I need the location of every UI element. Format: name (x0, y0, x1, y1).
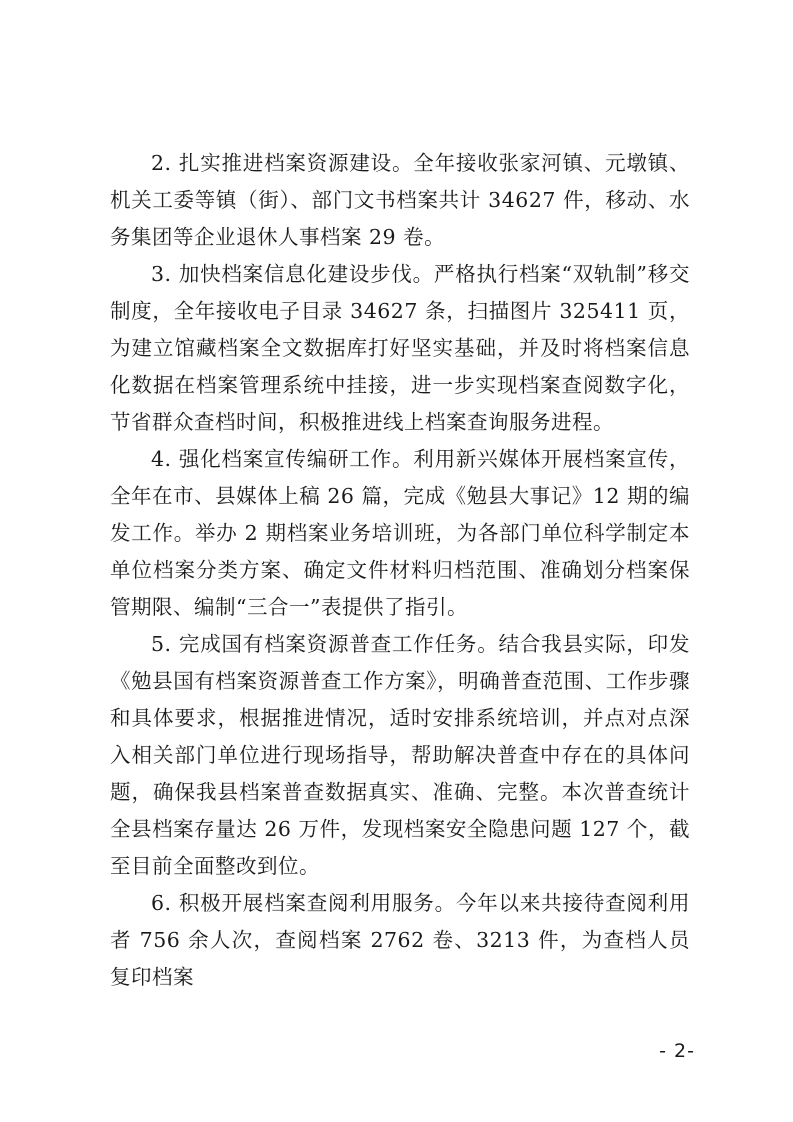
document-body (110, 145, 690, 996)
paragraph-archive-informatization: 3. 加快档案信息化建设步伐。严格执行档案“双轨制”移交制度，全年接收电子目录 34627 条，扫描图片 325411 页，为建立馆藏档案全文数据库打好坚实基础，并及时将档案信息化数据在档案管理系统中挂接，进一步实现档案查阅数字化，节省群众查档时间，积极推进线上档案查询服务进程。 (110, 262, 690, 434)
paragraph-archive-services: 6. 积极开展档案查阅利用服务。今年以来共接待查阅利用者 756 余人次，查阅档案 2762 卷、3213 件，为查档人员复印档案 (110, 891, 690, 989)
page-number: - 2- (659, 1040, 695, 1062)
paragraph-archive-resources: 2. 扎实推进档案资源建设。全年接收张家河镇、元墩镇、机关工委等镇（街）、部门文书档案共计 34627 件，移动、水务集团等企业退休人事档案 29 卷。 (110, 151, 690, 249)
paragraph-archive-publicity: 4. 强化档案宣传编研工作。利用新兴媒体开展档案宣传，全年在市、县媒体上稿 26 篇，完成《勉县大事记》12 期的编发工作。举办 2 期档案业务培训班，为各部门单位科学制定本单位档案分类方案、确定文件材料归档范围、准确划分档案保管期限、编制“三合一”表提供了指引。 (110, 447, 690, 619)
paragraph-archive-census: 5. 完成国有档案资源普查工作任务。结合我县实际，印发《勉县国有档案资源普查工作方案》，明确普查范围、工作步骤和具体要求，根据推进情况，适时安排系统培训，并点对点深入相关部门单位进行现场指导，帮助解决普查中存在的具体问题，确保我县档案普查数据真实、准确、完整。本次普查统计全县档案存量达 26 万件，发现档案安全隐患问题 127 个，截至目前全面整改到位。 (110, 632, 690, 878)
